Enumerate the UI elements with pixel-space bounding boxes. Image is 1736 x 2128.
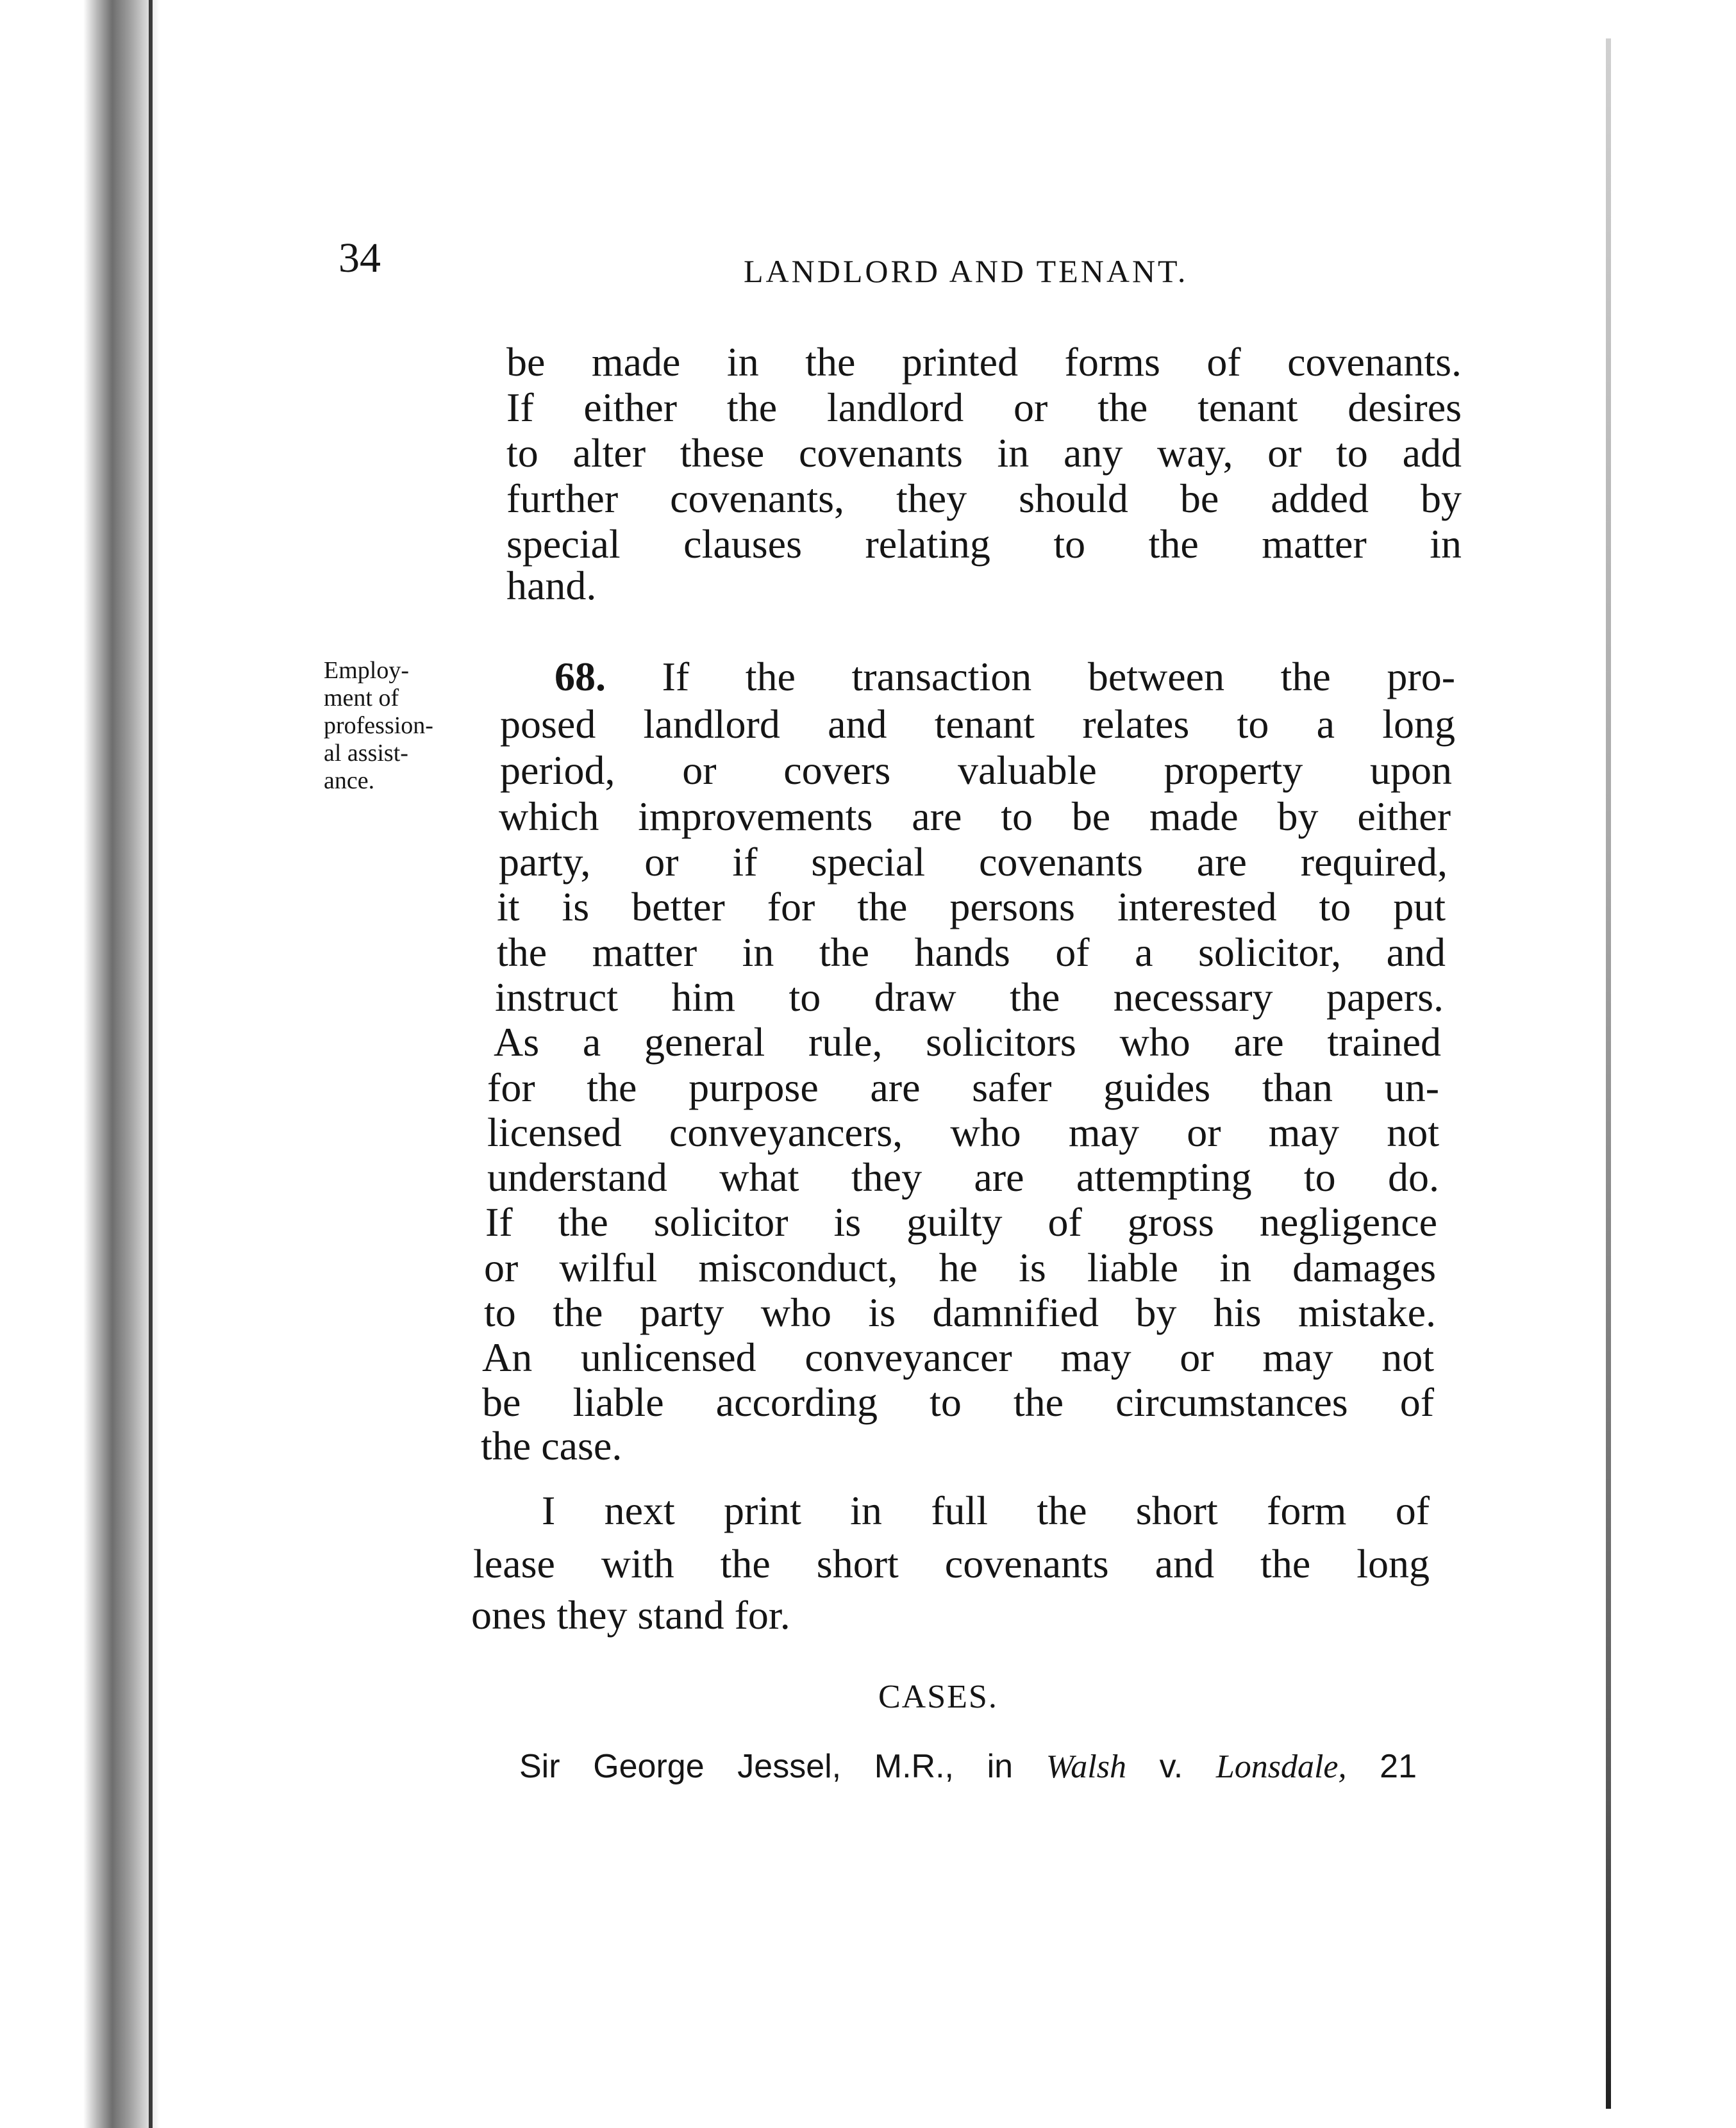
- margin-note-line: Employ-: [324, 657, 409, 684]
- case-versus: v.: [1159, 1748, 1183, 1785]
- text-line: instruct him to draw the necessary papers.: [495, 974, 1444, 1020]
- text-line: be made in the printed forms of covenants.: [506, 339, 1462, 385]
- citation-volume: 21: [1380, 1748, 1417, 1785]
- case-party: Walsh: [1046, 1749, 1126, 1785]
- margin-note-line: al assist-: [324, 740, 408, 767]
- text-line: ones they stand for.: [471, 1592, 790, 1638]
- text-line: An unlicensed conveyancer may or may not: [482, 1334, 1434, 1380]
- text-line: lease with the short covenants and the long: [473, 1541, 1430, 1586]
- text-line: understand what they are attempting to do.: [487, 1154, 1439, 1200]
- text-line: the matter in the hands of a solicitor, and: [497, 929, 1446, 975]
- text-line: to the party who is damnified by his mistake.: [484, 1290, 1436, 1335]
- text-line: I next print in full the short form of: [542, 1488, 1430, 1533]
- margin-note-line: ance.: [324, 767, 375, 794]
- text-line: If the solicitor is guilty of gross negligence: [485, 1199, 1437, 1245]
- case-party: Lonsdale,: [1215, 1749, 1347, 1785]
- text-line: If either the landlord or the tenant desires: [506, 385, 1462, 430]
- text-line: special clauses relating to the matter in: [506, 521, 1462, 567]
- text-line: period, or covers valuable property upon: [500, 747, 1452, 793]
- text-line: If the transaction between the pro-: [662, 654, 1455, 699]
- running-head: LANDLORD AND TENANT.: [744, 253, 1189, 289]
- text-line: to alter these covenants in any way, or to add: [506, 430, 1462, 476]
- citation-prefix: Sir George Jessel, M.R., in: [519, 1748, 1014, 1785]
- section-number: 68.: [555, 654, 606, 699]
- text-line: further covenants, they should be added by: [506, 476, 1462, 521]
- page-number: 34: [338, 235, 381, 281]
- text-line: for the purpose are safer guides than un-: [487, 1065, 1439, 1110]
- text-line: the case.: [481, 1423, 622, 1468]
- next-page-edge: [1606, 38, 1611, 2109]
- text-line: it is better for the persons interested to put: [497, 884, 1446, 929]
- margin-note-line: ment of: [324, 685, 399, 711]
- section-first-line: [555, 656, 1455, 697]
- margin-note-line: profession-: [324, 712, 433, 739]
- case-citation: [519, 1750, 1417, 1784]
- margin-note: [324, 657, 474, 795]
- scan-margin-left: [0, 0, 160, 2128]
- text-line: As a general rule, solicitors who are trained: [494, 1019, 1441, 1065]
- text-line: which improvements are to be made by either: [499, 794, 1451, 839]
- text-line: party, or if special covenants are required,: [499, 839, 1448, 885]
- text-line: be liable according to the circumstances of: [482, 1379, 1434, 1425]
- text-line: posed landlord and tenant relates to a long: [500, 701, 1455, 747]
- text-line: hand.: [506, 563, 597, 608]
- text-line: licensed conveyancers, who may or may not: [487, 1110, 1439, 1155]
- book-spine-edge: [149, 0, 153, 2128]
- text-line: or wilful misconduct, he is liable in damages: [484, 1245, 1436, 1290]
- cases-heading: CASES.: [878, 1679, 998, 1715]
